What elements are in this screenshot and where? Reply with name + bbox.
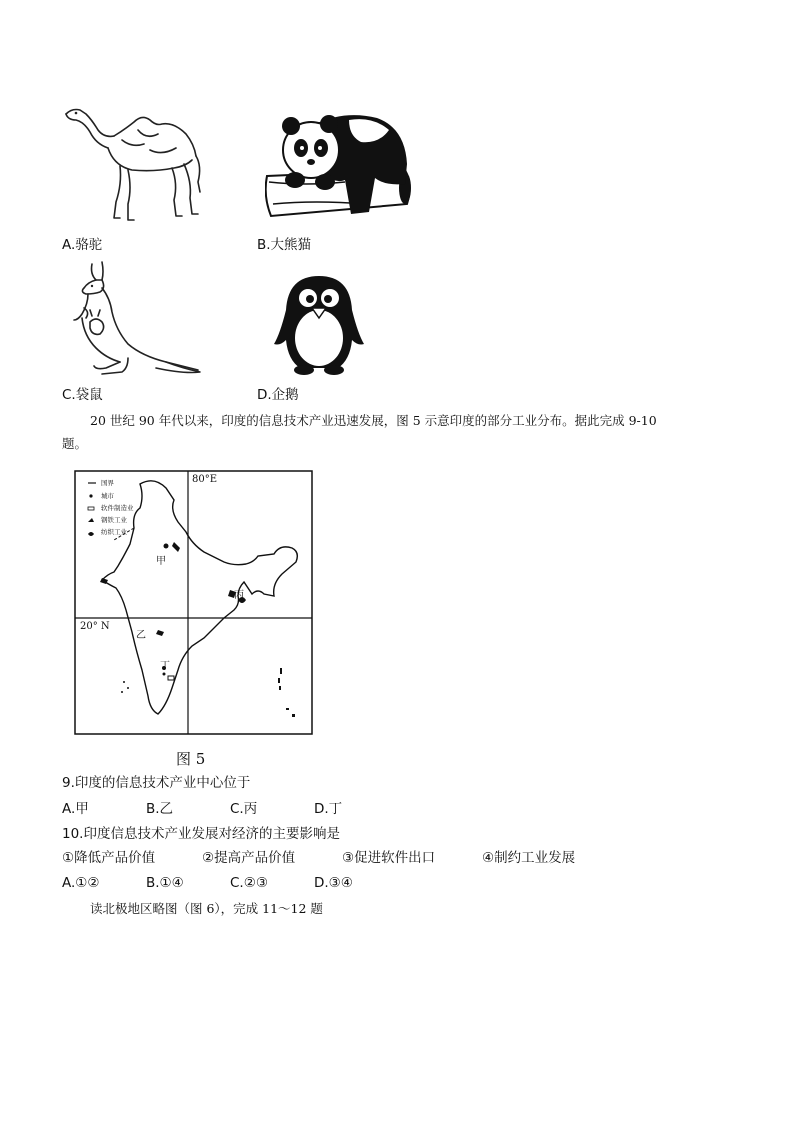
legend-border: 国界: [101, 479, 114, 487]
q10-item-4: ④制约工业发展: [482, 850, 576, 866]
q9-option-a: A.甲: [62, 801, 89, 817]
legend-textile: 纺织工业: [101, 528, 127, 536]
intro-india-line1: 20 世纪 90 年代以来，印度的信息技术产业迅速发展，图 5 示意印度的部分工业分布。据此完成 9-10: [90, 413, 657, 428]
q10-item-2: ②提高产品价值: [202, 850, 296, 866]
city-yi-label: 乙: [136, 630, 146, 641]
q10-item-3: ③促进软件出口: [342, 850, 436, 866]
kangaroo-image: [66, 258, 202, 378]
q10-stem: 10.印度信息技术产业发展对经济的主要影响是: [62, 826, 340, 842]
penguin-image: [272, 272, 367, 378]
q10-option-a: A.①②: [62, 875, 100, 891]
q10-item-1: ①降低产品价值: [62, 850, 156, 866]
option-c-kangaroo: C.袋鼠: [62, 387, 103, 403]
q9-option-c: C.丙: [230, 801, 258, 817]
q10-option-d: D.③④: [314, 875, 353, 891]
q10-option-c: C.②③: [230, 875, 268, 891]
india-map-figure: [74, 470, 314, 736]
city-ding-label: 丁: [160, 661, 170, 672]
option-a-camel: A.骆驼: [62, 237, 103, 253]
latitude-label: 20° N: [80, 621, 110, 632]
q9-option-d: D.丁: [314, 801, 343, 817]
legend-city: 城市: [101, 492, 114, 500]
city-jia-label: 甲: [156, 556, 166, 567]
legend-steel: 钢铁工业: [101, 516, 127, 524]
intro-arctic: 读北极地区略图（图 6），完成 11～12 题: [90, 901, 323, 916]
legend-software: 软件制造业: [101, 504, 134, 512]
q9-stem: 9.印度的信息技术产业中心位于: [62, 775, 251, 791]
longitude-label: 80°E: [192, 474, 218, 485]
q9-option-b: B.乙: [146, 801, 174, 817]
intro-india-line2: 题。: [62, 436, 88, 451]
option-b-panda: B.大熊猫: [257, 237, 312, 253]
option-d-penguin: D.企鹅: [257, 387, 299, 403]
map-caption: 图 5: [176, 750, 206, 768]
camel-image: [62, 100, 210, 225]
panda-image: [265, 104, 415, 224]
q10-option-b: B.①④: [146, 875, 184, 891]
city-bing-label: 丙: [234, 590, 244, 601]
